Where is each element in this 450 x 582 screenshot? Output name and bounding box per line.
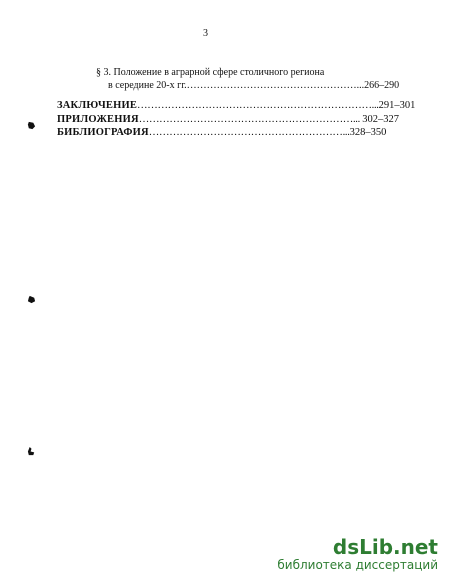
watermark-caption: библиотека диссертаций (277, 558, 438, 572)
toc-page-range: 302–327 (362, 113, 400, 125)
page-number: 3 (203, 28, 208, 39)
toc-main-entries (57, 99, 416, 140)
toc-entry-appendices (57, 113, 400, 127)
toc-entry-title: ЗАКЛЮЧЕНИЕ (57, 100, 138, 111)
scan-artifact-mark (27, 121, 36, 130)
toc-leader-dots: ……………………………………………………………... (137, 100, 379, 111)
toc-subsection (96, 66, 400, 92)
toc-leader-dots: …………………………………………… (186, 80, 357, 91)
toc-page-range: ...266–290 (356, 80, 400, 91)
toc-leader-dots: ………………………………………………………... (138, 113, 363, 125)
toc-page-range: 328–350 (349, 127, 387, 138)
toc-subsection-line2 (96, 79, 400, 92)
toc-entry-title: БИБЛИОГРАФИЯ (57, 127, 149, 138)
toc-subsection-title: § 3. Положение в аграрной сфере столичного региона (96, 67, 325, 78)
scan-artifact-mark (27, 295, 36, 304)
watermark-logo: dsLib.net (332, 535, 438, 559)
toc-leader-dots: …………………………………………………... (148, 127, 350, 138)
toc-entry-title: ПРИЛОЖЕНИЯ (57, 113, 139, 125)
toc-entry-conclusion (57, 99, 416, 113)
toc-entry-bibliography (57, 126, 387, 140)
toc-subsection-title-cont: в середине 20-х гг. (108, 80, 187, 91)
watermark (277, 536, 438, 572)
toc-page-range: 291–301 (378, 100, 416, 111)
scan-artifact-mark (27, 447, 36, 456)
